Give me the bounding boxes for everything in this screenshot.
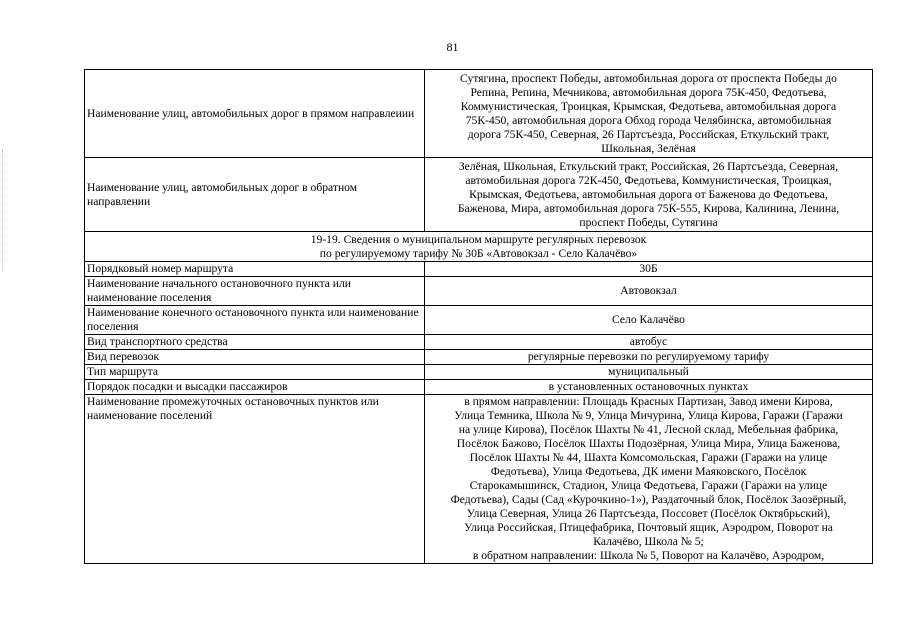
- text-line: Репина, Репина, Мечникова, автомобильная дорога 75К-450, Федотьева,: [470, 85, 827, 99]
- street-row: [85, 158, 873, 232]
- text-line: дорога 75К-450, Северная, 26 Партсъезда, Российская, Еткульский тракт,: [467, 127, 830, 141]
- info-row: [85, 380, 873, 395]
- row-label: Наименование начального остановочного пункта или наименование поселения: [85, 277, 425, 306]
- info-row: [85, 262, 873, 277]
- text-line: Улица Российская, Птицефабрика, Почтовый ящик, Аэродром, Поворот на: [464, 521, 833, 534]
- row-value: автобус: [425, 335, 873, 350]
- text-line: 19-19. Сведения о муниципальном маршруте регулярных перевозок: [310, 232, 647, 246]
- row-label: Наименование улиц, автомобильных дорог в прямом направлеиии: [85, 70, 425, 158]
- text-line: Баженова, Мира, автомобильная дорога 75К-555, Кирова, Калинина, Ленина,: [457, 201, 840, 215]
- text-line: на улице Кирова), Посёлок Шахты № 41, Лесной склад, Мебельная фабрика,: [458, 423, 839, 436]
- text-line: Улица Северная, Улица 26 Партсъезда, Поссовет (Посёлок Октябрьский),: [466, 507, 831, 520]
- row-value: [425, 395, 873, 564]
- row-value: [425, 158, 873, 232]
- route-info-table: [84, 69, 873, 564]
- text-line: Коммунистическая, Троицкая, Крымская, Федотьева, автомобильная дорога: [460, 99, 837, 113]
- info-row: [85, 306, 873, 335]
- text-line: Федотьева), Улица Федотьева, ДК имени Маяковского, Посёлок: [490, 465, 807, 478]
- scan-margin-mark: [2, 150, 11, 270]
- row-value: регулярные перевозки по регулируемому тарифу: [425, 350, 873, 365]
- row-label: Вид перевозок: [85, 350, 425, 365]
- row-label: Вид транспортного средства: [85, 335, 425, 350]
- stops-row: [85, 395, 873, 564]
- text-line: 75К-450, автомобильная дорога Обход города Челябинска, автомобильная: [465, 113, 832, 127]
- row-value: 30Б: [425, 262, 873, 277]
- text-line: автомобильная дорога 72К-450, Федотьева, Коммунистическая, Троицкая,: [465, 173, 832, 187]
- info-row: [85, 350, 873, 365]
- row-label: Порядок посадки и высадки пассажиров: [85, 380, 425, 395]
- section-heading: [85, 232, 873, 262]
- section-heading-row: [85, 232, 873, 262]
- text-line: Улица Темника, Школа № 9, Улица Мичурина, Улица Кирова, Гаражи (Гаражи: [454, 409, 843, 422]
- row-label: Порядковый номер маршрута: [85, 262, 425, 277]
- row-value: [425, 70, 873, 158]
- text-line: проспект Победы, Сутягина: [579, 215, 718, 229]
- text-line: Посёлок Бажово, Посёлок Шахты Подозёрная, Улица Мира, Улица Баженова,: [456, 437, 841, 450]
- street-row: [85, 70, 873, 158]
- text-line: Посёлок Шахты № 44, Шахта Комсомольская, Гаражи (Гаражи на улице: [469, 451, 828, 464]
- row-value: муниципальный: [425, 365, 873, 380]
- text-line: Федотьева), Сады (Сад «Курочкино-1»), Раздаточный блок, Посёлок Заозёрный,: [450, 493, 847, 506]
- row-value: в установленных остановочных пунктах: [425, 380, 873, 395]
- text-line: Старокамышинск, Стадион, Улица Федотьева, Гаражи (Гаражи на улице: [469, 479, 828, 492]
- page-number: 81: [446, 40, 459, 54]
- row-value: Автовокзал: [425, 277, 873, 306]
- text-line: Сутягина, проспект Победы, автомобильная дорога от проспекта Победы до: [460, 71, 837, 85]
- text-line: Калачёво, Школа № 5;: [593, 535, 704, 548]
- row-value: Село Калачёво: [425, 306, 873, 335]
- text-line: в обратном направлении: Школа № 5, Поворот на Калачёво, Аэродром,: [472, 549, 825, 562]
- row-label: Наименование конечного остановочного пункта или наименование поселения: [85, 306, 425, 335]
- info-row: [85, 277, 873, 306]
- text-line: Зелёная, Школьная, Еткульский тракт, Российская, 26 Партсъезда, Северная,: [458, 159, 839, 173]
- text-line: по регулируемому тарифу № 30Б «Автовокзал - Село Калачёво»: [319, 246, 638, 260]
- text-line: в прямом направлении: Площадь Красных Партизан, Завод имени Кирова,: [464, 395, 833, 408]
- info-row: [85, 365, 873, 380]
- row-label: Наименование улиц, автомобильных дорог в обратном направлении: [85, 158, 425, 232]
- text-line: Школьная, Зелёная: [601, 141, 696, 155]
- text-line: Крымская, Федотьева, автомобильная дорога от Баженова до Федотьева,: [469, 187, 828, 201]
- row-label: Тип маршрута: [85, 365, 425, 380]
- info-row: [85, 335, 873, 350]
- row-label: Наименование промежуточных остановочных пунктов или наименование поселений: [85, 395, 425, 564]
